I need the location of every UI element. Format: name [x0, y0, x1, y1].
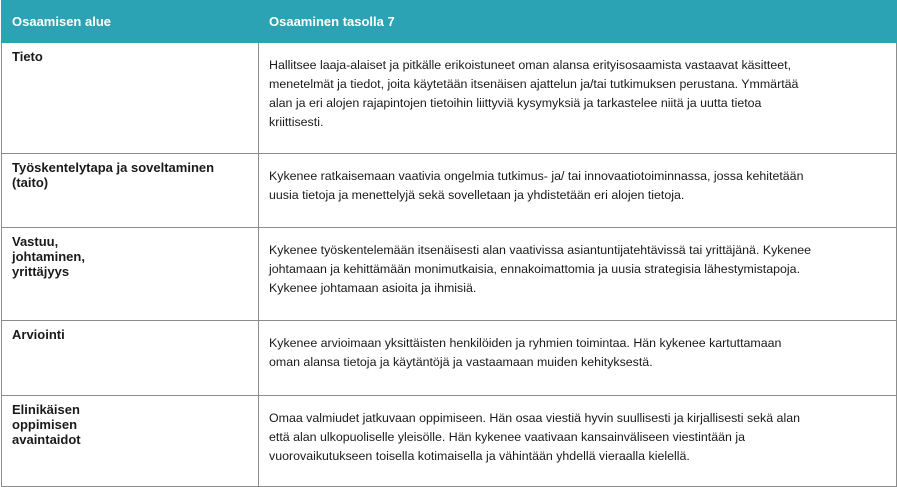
area-line: Työskentelytapa ja soveltaminen [12, 160, 215, 175]
table-row [2, 228, 897, 321]
area-line: Tieto [12, 49, 43, 64]
header-row [2, 1, 897, 43]
description-line: johtamaan ja kehittämään monimutkaisia, ennakoimattomia ja uusia strategisia lähestymistapoja. [269, 262, 801, 276]
description-line: oman alansa tietoja ja käytäntöjä ja vastaamaan muiden kehityksestä. [269, 355, 653, 369]
row-description-cell [259, 396, 897, 487]
row-area-cell [2, 321, 259, 396]
area-line: Elinikäisen [12, 402, 80, 417]
row-area-cell [2, 154, 259, 228]
area-line: johtaminen, [12, 249, 85, 264]
table-row [2, 154, 897, 228]
table-row [2, 321, 897, 396]
area-line: avaintaidot [12, 432, 81, 447]
area-line: (taito) [12, 175, 49, 190]
description-line: Kykenee johtamaan asioita ja ihmisiä. [269, 281, 477, 295]
description-line: vuorovaikutukseen toisella kotimaisella ja vähintään yhdellä vieraalla kielellä. [269, 449, 690, 463]
area-line: Arviointi [12, 327, 65, 342]
description-line: Kykenee työskentelemään itsenäisesti alan vaativissa asiantuntijatehtävissä tai yrittäjänä. Kykenee [269, 243, 812, 257]
description-line: Kykenee arvioimaan yksittäisten henkilöiden ja ryhmien toimintaa. Hän kykenee kartuttamaan [269, 336, 782, 350]
row-description-cell [259, 154, 897, 228]
competence-table [1, 0, 897, 487]
description-line: että alan ulkopuoliselle yleisölle. Hän kykenee vaativaan kansainväliseen viestintään ja [269, 430, 745, 444]
table-row [2, 396, 897, 487]
area-line: yrittäjyys [12, 264, 70, 279]
area-line: oppimisen [12, 417, 78, 432]
row-description-cell [259, 43, 897, 154]
description-line: Omaa valmiudet jatkuvaan oppimiseen. Hän osaa viestiä hyvin suullisesti ja kirjallisesti sekä alan [269, 411, 800, 425]
description-line: Kykenee ratkaisemaan vaativia ongelmia tutkimus- ja/ tai innovaatiotoiminnassa, jossa kehitetään [269, 169, 804, 183]
row-area-cell [2, 43, 259, 154]
row-area-cell [2, 228, 259, 321]
description-line: menetelmät ja tiedot, joita käytetään itsenäisen ajattelun ja/tai tutkimuksen perustana. Ymmärtää [269, 77, 799, 91]
row-description-cell [259, 321, 897, 396]
header-area: Osaamisen alue [2, 1, 259, 43]
description-line: Hallitsee laaja-alaiset ja pitkälle erikoistuneet oman alansa erityisosaamista vastaavat käsitteet, [269, 58, 792, 72]
table-header [2, 1, 897, 43]
row-description-cell [259, 228, 897, 321]
description-line: alan ja eri alojen rajapintojen tietoihin liittyviä kysymyksiä ja tarkastelee niitä ja uutta tietoa [269, 96, 762, 110]
table-row [2, 43, 897, 154]
area-line: Vastuu, [12, 234, 59, 249]
table-body [2, 43, 897, 487]
description-line: kriittisesti. [269, 115, 324, 129]
header-competence: Osaaminen tasolla 7 [259, 1, 897, 43]
description-line: uusia tietoja ja menettelyjä sekä sovelletaan ja yhdistetään eri alojen tietoja. [269, 188, 685, 202]
row-area-cell [2, 396, 259, 487]
